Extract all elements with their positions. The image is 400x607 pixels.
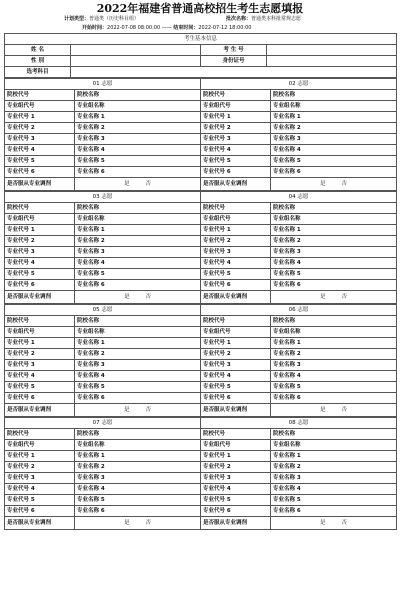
school-name-label: 院校名称 xyxy=(271,316,397,327)
school-name-label: 院校名称 xyxy=(75,90,201,101)
group-name-label: 专业组名称 xyxy=(75,327,201,338)
major-code-label: 专业代号 6 xyxy=(201,506,271,517)
basic-info-table xyxy=(4,33,397,78)
obey-adjust-label: 是否服从专业调剂 xyxy=(5,404,75,417)
obey-no[interactable]: 否 xyxy=(145,407,152,413)
major-code-label: 专业代号 3 xyxy=(5,360,75,371)
major-code-label: 专业代号 5 xyxy=(201,495,271,506)
school-name-label: 院校名称 xyxy=(271,203,397,214)
major-name-label: 专业名称 5 xyxy=(271,269,397,280)
major-name-label: 专业名称 3 xyxy=(271,134,397,145)
major-code-label: 专业代号 5 xyxy=(201,269,271,280)
obey-adjust-options[interactable] xyxy=(75,178,201,191)
group-code-label: 专业组代号 xyxy=(201,327,271,338)
major-code-label: 专业代号 2 xyxy=(201,462,271,473)
school-code-label: 院校代号 xyxy=(5,203,75,214)
volunteer-header: 05 志愿 xyxy=(5,305,201,316)
major-name-label: 专业名称 5 xyxy=(271,382,397,393)
major-code-label: 专业代号 5 xyxy=(201,382,271,393)
major-name-label: 专业名称 5 xyxy=(75,382,201,393)
group-name-label: 专业组名称 xyxy=(75,440,201,451)
group-name-label: 专业组名称 xyxy=(75,214,201,225)
major-code-label: 专业代号 4 xyxy=(5,258,75,269)
group-name-label: 专业组名称 xyxy=(271,327,397,338)
major-name-label: 专业名称 5 xyxy=(75,156,201,167)
meta-row-1 xyxy=(4,15,396,24)
name-value[interactable] xyxy=(71,45,201,56)
school-name-label: 院校名称 xyxy=(75,316,201,327)
name-label: 姓 名 xyxy=(5,45,71,56)
group-name-label: 专业组名称 xyxy=(271,214,397,225)
major-name-label: 专业名称 1 xyxy=(75,451,201,462)
major-code-label: 专业代号 4 xyxy=(5,371,75,382)
time-range: 开始时间：2022-07-08 08:00:00 —— 结束时间：2022-07-12 18:00:00 xyxy=(82,25,252,31)
major-name-label: 专业名称 5 xyxy=(75,495,201,506)
obey-no[interactable]: 否 xyxy=(341,181,348,187)
major-name-label: 专业名称 1 xyxy=(271,225,397,236)
major-code-label: 专业代号 2 xyxy=(5,462,75,473)
meta-row-2 xyxy=(4,24,396,33)
volunteer-pair-table xyxy=(4,304,397,417)
gender-value[interactable] xyxy=(71,56,201,67)
major-code-label: 专业代号 6 xyxy=(201,393,271,404)
major-name-label: 专业名称 3 xyxy=(271,360,397,371)
id-label: 身份证号 xyxy=(201,56,267,67)
volunteer-header: 07 志愿 xyxy=(5,418,201,429)
obey-yes[interactable]: 是 xyxy=(123,520,130,526)
major-code-label: 专业代号 4 xyxy=(5,484,75,495)
obey-adjust-label: 是否服从专业调剂 xyxy=(201,517,271,530)
obey-no[interactable]: 否 xyxy=(341,294,348,300)
school-code-label: 院校代号 xyxy=(201,90,271,101)
major-code-label: 专业代号 2 xyxy=(5,123,75,134)
major-name-label: 专业名称 3 xyxy=(75,247,201,258)
major-code-label: 专业代号 3 xyxy=(201,360,271,371)
school-code-label: 院校代号 xyxy=(5,90,75,101)
major-code-label: 专业代号 6 xyxy=(201,167,271,178)
obey-adjust-label: 是否服从专业调剂 xyxy=(201,178,271,191)
major-name-label: 专业名称 1 xyxy=(75,338,201,349)
basic-info-header: 考生基本信息 xyxy=(5,34,397,45)
major-code-label: 专业代号 5 xyxy=(201,156,271,167)
obey-adjust-options[interactable] xyxy=(271,404,397,417)
major-code-label: 专业代号 3 xyxy=(5,134,75,145)
major-name-label: 专业名称 6 xyxy=(271,506,397,517)
obey-adjust-label: 是否服从专业调剂 xyxy=(5,517,75,530)
major-code-label: 专业代号 3 xyxy=(201,134,271,145)
school-code-label: 院校代号 xyxy=(201,203,271,214)
major-name-label: 专业名称 6 xyxy=(75,393,201,404)
school-name-label: 院校名称 xyxy=(75,203,201,214)
major-name-label: 专业名称 2 xyxy=(271,349,397,360)
major-code-label: 专业代号 3 xyxy=(5,247,75,258)
major-name-label: 专业名称 6 xyxy=(271,167,397,178)
major-code-label: 专业代号 1 xyxy=(201,225,271,236)
major-code-label: 专业代号 4 xyxy=(5,145,75,156)
obey-adjust-label: 是否服从专业调剂 xyxy=(201,291,271,304)
major-name-label: 专业名称 6 xyxy=(75,167,201,178)
plan-type: 计划类型：普通类（历史科目组） xyxy=(64,16,140,22)
major-name-label: 专业名称 4 xyxy=(271,484,397,495)
major-code-label: 专业代号 1 xyxy=(5,225,75,236)
school-code-label: 院校代号 xyxy=(201,316,271,327)
major-name-label: 专业名称 1 xyxy=(271,338,397,349)
gender-label: 性 别 xyxy=(5,56,71,67)
group-code-label: 专业组代号 xyxy=(5,440,75,451)
volunteer-pair-table xyxy=(4,417,397,530)
major-name-label: 专业名称 4 xyxy=(75,371,201,382)
obey-yes[interactable]: 是 xyxy=(123,407,130,413)
subject-label: 选考科目 xyxy=(5,67,71,78)
volunteer-header: 08 志愿 xyxy=(201,418,397,429)
major-code-label: 专业代号 4 xyxy=(201,484,271,495)
id-value[interactable] xyxy=(267,56,397,67)
major-code-label: 专业代号 6 xyxy=(5,280,75,291)
major-code-label: 专业代号 4 xyxy=(201,145,271,156)
major-code-label: 专业代号 3 xyxy=(201,473,271,484)
obey-yes[interactable]: 是 xyxy=(319,407,326,413)
batch-name: 批次名称：普通类本科批常规志愿 xyxy=(226,16,302,22)
major-code-label: 专业代号 5 xyxy=(5,269,75,280)
major-code-label: 专业代号 3 xyxy=(201,247,271,258)
obey-yes[interactable]: 是 xyxy=(319,520,326,526)
group-code-label: 专业组代号 xyxy=(5,101,75,112)
major-code-label: 专业代号 5 xyxy=(5,495,75,506)
major-code-label: 专业代号 2 xyxy=(201,349,271,360)
obey-no[interactable]: 否 xyxy=(341,407,348,413)
obey-no[interactable]: 否 xyxy=(145,520,152,526)
major-name-label: 专业名称 6 xyxy=(75,280,201,291)
obey-no[interactable]: 否 xyxy=(341,520,348,526)
group-code-label: 专业组代号 xyxy=(201,101,271,112)
major-name-label: 专业名称 2 xyxy=(75,462,201,473)
major-name-label: 专业名称 4 xyxy=(75,258,201,269)
volunteer-pair-table xyxy=(4,191,397,304)
major-code-label: 专业代号 2 xyxy=(201,123,271,134)
major-code-label: 专业代号 2 xyxy=(201,236,271,247)
major-name-label: 专业名称 5 xyxy=(271,156,397,167)
major-code-label: 专业代号 6 xyxy=(5,506,75,517)
exam-no-label: 考 生 号 xyxy=(201,45,267,56)
obey-no[interactable]: 否 xyxy=(145,181,152,187)
major-code-label: 专业代号 1 xyxy=(201,451,271,462)
major-name-label: 专业名称 4 xyxy=(271,258,397,269)
major-name-label: 专业名称 2 xyxy=(271,462,397,473)
school-name-label: 院校名称 xyxy=(271,429,397,440)
major-name-label: 专业名称 6 xyxy=(271,280,397,291)
major-name-label: 专业名称 1 xyxy=(271,451,397,462)
group-name-label: 专业组名称 xyxy=(271,101,397,112)
subject-value[interactable] xyxy=(71,67,397,78)
group-code-label: 专业组代号 xyxy=(201,440,271,451)
major-name-label: 专业名称 2 xyxy=(271,123,397,134)
obey-yes[interactable]: 是 xyxy=(319,181,326,187)
group-code-label: 专业组代号 xyxy=(5,214,75,225)
school-name-label: 院校名称 xyxy=(271,90,397,101)
major-code-label: 专业代号 1 xyxy=(5,112,75,123)
school-code-label: 院校代号 xyxy=(5,429,75,440)
major-code-label: 专业代号 1 xyxy=(5,338,75,349)
volunteer-header: 04 志愿 xyxy=(201,192,397,203)
major-code-label: 专业代号 6 xyxy=(5,167,75,178)
major-code-label: 专业代号 5 xyxy=(5,156,75,167)
major-name-label: 专业名称 2 xyxy=(75,236,201,247)
major-code-label: 专业代号 1 xyxy=(5,451,75,462)
obey-adjust-options[interactable] xyxy=(75,404,201,417)
group-code-label: 专业组代号 xyxy=(201,214,271,225)
major-name-label: 专业名称 3 xyxy=(271,247,397,258)
major-name-label: 专业名称 3 xyxy=(75,134,201,145)
exam-no-value[interactable] xyxy=(267,45,397,56)
obey-adjust-label: 是否服从专业调剂 xyxy=(201,404,271,417)
school-name-label: 院校名称 xyxy=(75,429,201,440)
group-name-label: 专业组名称 xyxy=(271,440,397,451)
major-code-label: 专业代号 2 xyxy=(5,236,75,247)
obey-yes[interactable]: 是 xyxy=(319,294,326,300)
major-name-label: 专业名称 1 xyxy=(271,112,397,123)
volunteer-header: 02 志愿 xyxy=(201,79,397,90)
form-page xyxy=(4,2,396,530)
major-name-label: 专业名称 4 xyxy=(75,145,201,156)
major-name-label: 专业名称 3 xyxy=(75,473,201,484)
major-code-label: 专业代号 4 xyxy=(201,258,271,269)
major-code-label: 专业代号 6 xyxy=(5,393,75,404)
major-name-label: 专业名称 6 xyxy=(271,393,397,404)
major-name-label: 专业名称 4 xyxy=(271,371,397,382)
major-name-label: 专业名称 3 xyxy=(75,360,201,371)
major-name-label: 专业名称 5 xyxy=(271,495,397,506)
obey-adjust-options[interactable] xyxy=(271,178,397,191)
obey-adjust-options[interactable] xyxy=(75,291,201,304)
volunteer-header: 03 志愿 xyxy=(5,192,201,203)
obey-no[interactable]: 否 xyxy=(145,294,152,300)
major-code-label: 专业代号 6 xyxy=(201,280,271,291)
group-name-label: 专业组名称 xyxy=(75,101,201,112)
major-code-label: 专业代号 2 xyxy=(5,349,75,360)
school-code-label: 院校代号 xyxy=(201,429,271,440)
major-code-label: 专业代号 1 xyxy=(201,338,271,349)
major-code-label: 专业代号 3 xyxy=(5,473,75,484)
volunteer-pair-table xyxy=(4,78,397,191)
major-name-label: 专业名称 2 xyxy=(75,123,201,134)
major-name-label: 专业名称 6 xyxy=(75,506,201,517)
obey-adjust-options[interactable] xyxy=(75,517,201,530)
major-name-label: 专业名称 1 xyxy=(75,225,201,236)
obey-adjust-options[interactable] xyxy=(271,291,397,304)
major-name-label: 专业名称 1 xyxy=(75,112,201,123)
major-name-label: 专业名称 2 xyxy=(75,349,201,360)
obey-adjust-label: 是否服从专业调剂 xyxy=(5,291,75,304)
obey-yes[interactable]: 是 xyxy=(123,294,130,300)
major-name-label: 专业名称 4 xyxy=(271,145,397,156)
volunteer-blocks xyxy=(4,78,396,530)
major-name-label: 专业名称 3 xyxy=(271,473,397,484)
obey-adjust-options[interactable] xyxy=(271,517,397,530)
volunteer-header: 06 志愿 xyxy=(201,305,397,316)
major-name-label: 专业名称 2 xyxy=(271,236,397,247)
major-code-label: 专业代号 4 xyxy=(201,371,271,382)
major-code-label: 专业代号 1 xyxy=(201,112,271,123)
volunteer-header: 01 志愿 xyxy=(5,79,201,90)
major-name-label: 专业名称 5 xyxy=(75,269,201,280)
obey-adjust-label: 是否服从专业调剂 xyxy=(5,178,75,191)
form-title: 2022年福建省普通高校招生考生志愿填报 xyxy=(96,2,304,15)
major-code-label: 专业代号 5 xyxy=(5,382,75,393)
group-code-label: 专业组代号 xyxy=(5,327,75,338)
school-code-label: 院校代号 xyxy=(5,316,75,327)
obey-yes[interactable]: 是 xyxy=(123,181,130,187)
major-name-label: 专业名称 4 xyxy=(75,484,201,495)
